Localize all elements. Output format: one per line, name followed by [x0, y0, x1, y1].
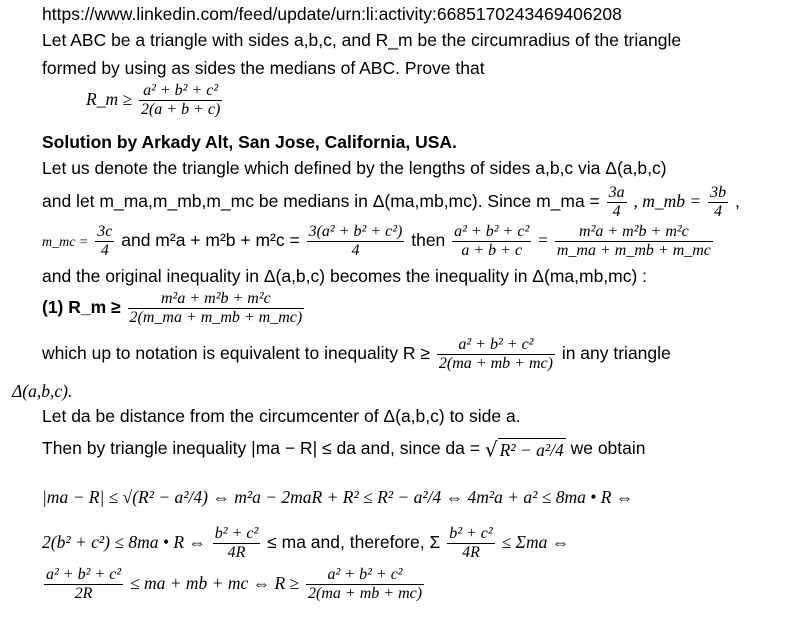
fraction-denominator: 4R: [462, 544, 480, 561]
problem-line-1: Let ABC be a triangle with sides a,b,c, and R_m be the circumradius of the triangle: [42, 30, 682, 50]
fraction-denominator: 4: [714, 203, 723, 220]
solution-heading: Solution by Arkady Alt, San Jose, California, USA.: [42, 132, 457, 152]
solution-line-2: [42, 184, 740, 221]
fraction: [306, 566, 424, 603]
solution-line-8: [42, 437, 646, 461]
fraction-numerator: a² + b² + c²: [139, 82, 222, 101]
fraction: [307, 223, 405, 260]
text-span: and let m_ma,m_mb,m_mc be medians in Δ(ma,mb,mc). Since m_ma =: [42, 191, 600, 212]
text-span: , m_mb =: [633, 191, 702, 212]
text-span: ,: [735, 191, 740, 212]
text-span: m_mc =: [42, 235, 89, 251]
text-span: ≤ Σma ⇔: [501, 532, 570, 553]
solution-line-4: and the original inequality in Δ(a,b,c) becomes the inequality in Δ(ma,mb,mc) :: [42, 266, 648, 286]
fraction-numerator: a² + b² + c²: [437, 336, 555, 355]
equation-label: (1) R_m ≥: [42, 297, 121, 318]
solution-line-1: Let us denote the triangle which defined by the lengths of sides a,b,c via Δ(a,b,c): [42, 158, 667, 178]
fraction-denominator: a + b + c: [461, 242, 523, 259]
fraction: [95, 223, 114, 260]
fraction-numerator: a² + b² + c²: [454, 223, 530, 240]
fraction-numerator: a² + b² + c²: [46, 566, 122, 583]
solution-line-5: [42, 336, 671, 373]
text-span: ≤ ma + mb + mc ⇔ R ≥: [129, 573, 300, 594]
fraction: [437, 336, 555, 373]
fraction-numerator: a² + b² + c²: [306, 566, 424, 585]
fraction-numerator: m²a + m²b + m²c: [128, 290, 305, 309]
fraction-numerator: b² + c²: [214, 525, 259, 542]
fraction: [555, 223, 713, 260]
fraction: [447, 525, 495, 562]
sqrt-icon: √: [484, 437, 498, 462]
fraction-denominator: 2(m_ma + m_mb + m_mc): [129, 309, 303, 326]
text-span: in any triangle: [561, 343, 671, 364]
solution-line-6: Δ(a,b,c).: [12, 381, 73, 401]
text-span: ≤ ma and, therefore, Σ: [267, 532, 441, 553]
source-url[interactable]: https://www.linkedin.com/feed/update/urn:li:activity:6685170243469406208: [42, 4, 622, 24]
fraction-denominator: 4R: [227, 544, 246, 561]
problem-inequality: [86, 82, 224, 119]
fraction: [607, 184, 627, 221]
solution-line-9: |ma − R| ≤ √(R² − a²/4) ⇔ m²a − 2maR + R² ≤ R² − a²/4 ⇔ 4m²a + a² ≤ 8ma • R ⇔: [42, 487, 634, 507]
problem-line-2: formed by using as sides the medians of ABC. Prove that: [42, 58, 485, 78]
fraction-denominator: 4: [100, 242, 109, 259]
solution-line-3: [42, 223, 715, 260]
fraction: [708, 184, 728, 221]
inequality-lhs: R_m ≥: [86, 89, 133, 110]
fraction-denominator: m_ma + m_mb + m_mc: [556, 242, 711, 259]
solution-line-7: Let da be distance from the circumcenter of Δ(a,b,c) to side a.: [42, 406, 521, 426]
equation-1: [42, 290, 306, 327]
text-span: =: [538, 230, 548, 251]
solution-line-10: [42, 525, 569, 562]
solution-line-11: [42, 566, 426, 603]
fraction-denominator: 2(ma + mb + mc): [308, 585, 423, 602]
fraction-denominator: 2(ma + mb + mc): [438, 355, 553, 372]
fraction-numerator: b² + c²: [449, 525, 493, 542]
fraction: [213, 525, 261, 562]
text-span: and m²a + m²b + m²c =: [121, 230, 300, 251]
fraction-denominator: 4: [351, 242, 360, 259]
fraction-numerator: m²a + m²b + m²c: [555, 223, 713, 242]
inequality-fraction: [139, 82, 222, 119]
text-span: Then by triangle inequality |ma − R| ≤ da and, since da =: [42, 438, 480, 458]
fraction-numerator: 3(a² + b² + c²): [308, 223, 403, 240]
fraction: [128, 290, 305, 327]
text-span: 2(b² + c²) ≤ 8ma • R ⇔: [42, 532, 206, 553]
sqrt-expression: R² − a²/4: [499, 439, 564, 460]
fraction-denominator: 4: [612, 203, 621, 220]
fraction: [452, 223, 531, 260]
fraction-denominator: 2(a + b + c): [140, 101, 221, 118]
fraction-numerator: 3a: [608, 184, 625, 201]
fraction-numerator: 3b: [710, 184, 727, 201]
text-span: then: [411, 230, 446, 251]
fraction-numerator: 3c: [97, 223, 113, 240]
fraction-denominator: 2R: [74, 585, 93, 602]
fraction: [44, 566, 123, 603]
text-span: we obtain: [570, 438, 646, 458]
text-span: which up to notation is equivalent to inequality R ≥: [42, 343, 431, 364]
